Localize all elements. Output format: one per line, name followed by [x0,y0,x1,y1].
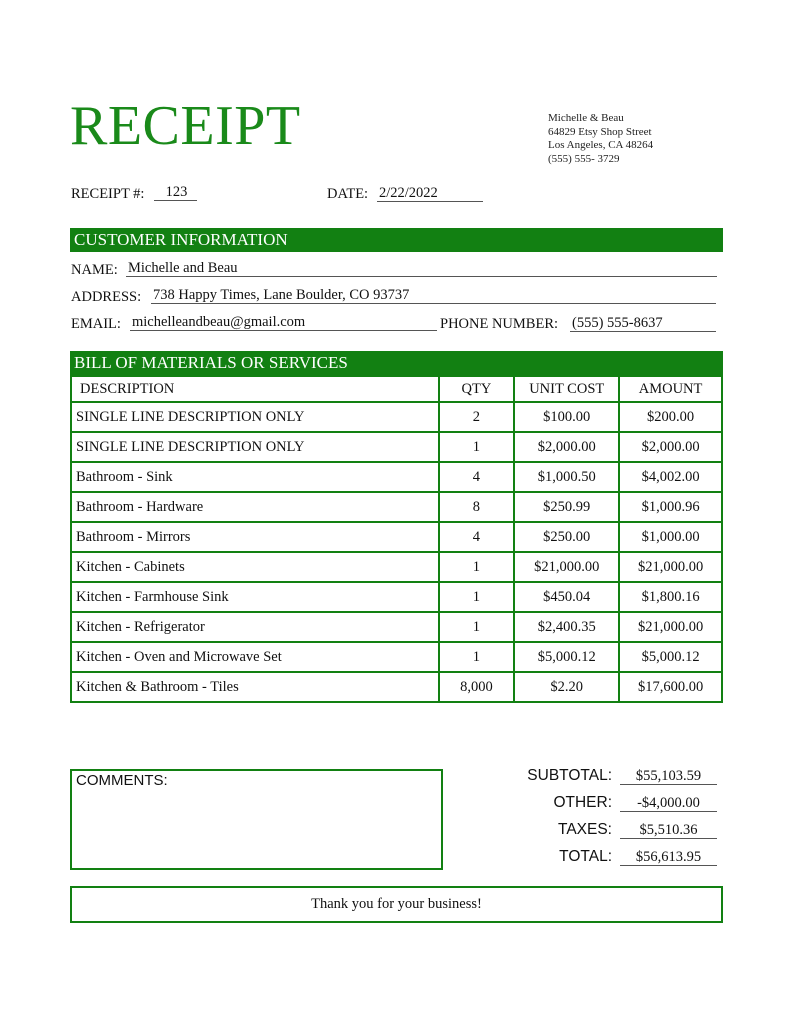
company-city: Los Angeles, CA 48264 [548,139,654,151]
date-field[interactable]: 2/22/2022 [377,185,483,202]
item-qty[interactable]: 1 [439,552,515,582]
subtotal-value: $55,103.59 [620,768,717,785]
name-label: NAME: [71,262,118,278]
customer-info-header: CUSTOMER INFORMATION [70,228,723,252]
receipt-number-label: RECEIPT #: [71,186,145,202]
company-name: Michelle & Beau [548,112,624,124]
comments-label: COMMENTS: [76,772,168,789]
item-description[interactable]: Kitchen - Farmhouse Sink [71,582,439,612]
taxes-label: TAXES: [558,821,612,838]
table-row [71,492,722,522]
item-amount[interactable]: $1,800.16 [619,582,722,612]
other-value[interactable]: -$4,000.00 [620,795,717,812]
item-amount[interactable]: $2,000.00 [619,432,722,462]
item-description[interactable]: SINGLE LINE DESCRIPTION ONLY [71,432,439,462]
item-unit-cost[interactable]: $250.99 [514,492,619,522]
total-value: $56,613.95 [620,849,717,866]
table-row [71,432,722,462]
taxes-value[interactable]: $5,510.36 [620,822,717,839]
item-description[interactable]: Kitchen - Oven and Microwave Set [71,642,439,672]
item-qty[interactable]: 2 [439,402,515,432]
item-amount[interactable]: $21,000.00 [619,612,722,642]
item-qty[interactable]: 1 [439,642,515,672]
bill-header: BILL OF MATERIALS OR SERVICES [70,351,723,375]
item-qty[interactable]: 1 [439,612,515,642]
item-unit-cost[interactable]: $100.00 [514,402,619,432]
table-row [71,402,722,432]
item-qty[interactable]: 4 [439,462,515,492]
item-amount[interactable]: $21,000.00 [619,552,722,582]
item-qty[interactable]: 1 [439,582,515,612]
other-label: OTHER: [553,794,612,811]
customer-address-field[interactable]: 738 Happy Times, Lane Boulder, CO 93737 [151,287,716,304]
total-label: TOTAL: [559,848,612,865]
item-description[interactable]: Kitchen & Bathroom - Tiles [71,672,439,702]
item-amount[interactable]: $5,000.12 [619,642,722,672]
table-row [71,522,722,552]
item-description[interactable]: Kitchen - Refrigerator [71,612,439,642]
company-street: 64829 Etsy Shop Street [548,125,652,138]
item-description[interactable]: Bathroom - Hardware [71,492,439,522]
table-row [71,582,722,612]
table-row [71,552,722,582]
item-amount[interactable]: $1,000.96 [619,492,722,522]
company-info [548,112,653,166]
items-table [70,375,723,703]
item-description[interactable]: Bathroom - Sink [71,462,439,492]
item-description[interactable]: SINGLE LINE DESCRIPTION ONLY [71,402,439,432]
item-unit-cost[interactable]: $250.00 [514,522,619,552]
customer-phone-field[interactable]: (555) 555-8637 [570,315,716,332]
table-row [71,462,722,492]
item-amount[interactable]: $4,002.00 [619,462,722,492]
page-title: RECEIPT [70,95,301,157]
col-amount-header: AMOUNT [619,376,722,402]
item-unit-cost[interactable]: $2,000.00 [514,432,619,462]
col-description-header: DESCRIPTION [71,376,439,402]
item-description[interactable]: Bathroom - Mirrors [71,522,439,552]
thank-you-text: Thank you for your business! [311,896,482,912]
item-description[interactable]: Kitchen - Cabinets [71,552,439,582]
col-qty-header: QTY [439,376,515,402]
item-unit-cost[interactable]: $450.04 [514,582,619,612]
item-unit-cost[interactable]: $21,000.00 [514,552,619,582]
item-qty[interactable]: 8,000 [439,672,515,702]
customer-email-field[interactable]: michelleandbeau@gmail.com [130,314,437,331]
col-unit-cost-header: UNIT COST [514,376,619,402]
item-amount[interactable]: $200.00 [619,402,722,432]
item-unit-cost[interactable]: $5,000.12 [514,642,619,672]
item-unit-cost[interactable]: $1,000.50 [514,462,619,492]
phone-label: PHONE NUMBER: [440,316,559,332]
table-row [71,642,722,672]
item-unit-cost[interactable]: $2.20 [514,672,619,702]
item-amount[interactable]: $17,600.00 [619,672,722,702]
item-qty[interactable]: 8 [439,492,515,522]
comments-box[interactable] [70,769,443,870]
email-label: EMAIL: [71,316,121,332]
item-unit-cost[interactable]: $2,400.35 [514,612,619,642]
date-label: DATE: [327,186,369,202]
customer-name-field[interactable]: Michelle and Beau [126,260,717,277]
item-qty[interactable]: 1 [439,432,515,462]
item-qty[interactable]: 4 [439,522,515,552]
table-row [71,672,722,702]
company-phone: (555) 555- 3729 [548,152,620,165]
subtotal-label: SUBTOTAL: [527,767,612,784]
receipt-number-field[interactable]: 123 [154,184,197,201]
address-label: ADDRESS: [71,289,142,305]
table-header-row [71,376,722,402]
table-row [71,612,722,642]
item-amount[interactable]: $1,000.00 [619,522,722,552]
thank-you-banner [70,886,723,923]
